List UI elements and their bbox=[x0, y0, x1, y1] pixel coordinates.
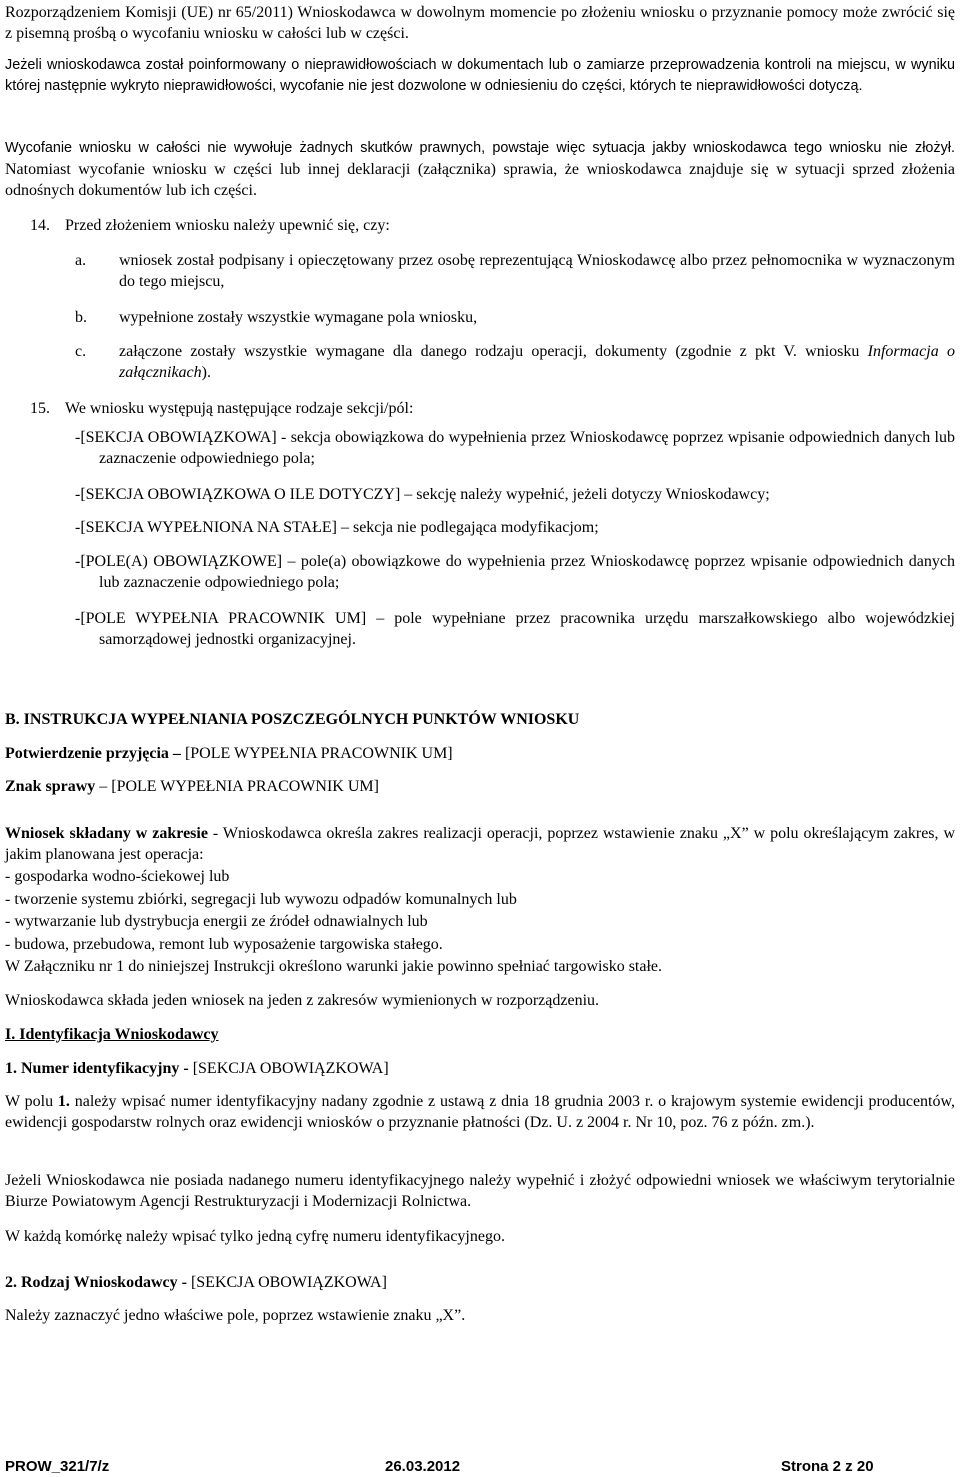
item-14 bbox=[5, 215, 955, 236]
section-type-2 bbox=[5, 484, 955, 505]
item-15 bbox=[5, 398, 955, 419]
no-id-number-instructions: Jeżeli Wnioskodawca nie posiada nadanego numeru identyfikacyjnego należy wypełnić i złożyć odpowiedni wniosek we właściwym terytorialnie Biurze Powiatowym Agencji Restrukturyzacji i Modernizacji Rolnictwa. bbox=[5, 1172, 955, 1210]
mark-one-field-note: Należy zaznaczyć jedno właściwe pole, poprzez wstawienie znaku „X”. bbox=[5, 1307, 466, 1324]
heading-id-number bbox=[5, 1058, 955, 1079]
text-part: należy wpisać numer identyfikacyjny nadany zgodnie z ustawą z dnia 18 grudnia 2003 r. o krajowym systemie ewidencji producentów, ewidencji gospodarstw rolnych oraz ewidencji wniosków o przyznanie płatności (Dz. U. z 2004 r. Nr 10, poz. 76 z późn. zm.). bbox=[5, 1093, 956, 1131]
scope-item: - budowa, przebudowa, remont lub wyposażenie targowiska stałego. bbox=[5, 935, 443, 953]
item-text-part: ). bbox=[201, 364, 211, 381]
section-type-text: -[POLE WYPEŁNIA PRACOWNIK UM] – pole wypełniane przez pracownika urzędu marszałkowskiego albo wojewódzkiej samorządowej jednostki organizacyjnej. bbox=[75, 610, 955, 648]
item-letter: a. bbox=[75, 252, 87, 269]
item-letter: c. bbox=[75, 343, 87, 360]
item-14b bbox=[5, 307, 955, 328]
paragraph-withdrawal-effects bbox=[5, 137, 955, 201]
item-number: 15. bbox=[30, 400, 50, 417]
document-code: PROW_321/7/z bbox=[5, 1458, 110, 1475]
receipt-confirmation bbox=[5, 743, 955, 764]
label-bold: Potwierdzenie przyjęcia – bbox=[5, 745, 181, 762]
label-bold: 2. Rodzaj Wnioskodawcy - bbox=[5, 1274, 187, 1291]
section-title: I. Identyfikacja Wnioskodawcy bbox=[5, 1026, 219, 1043]
label-value: - Wnioskodawca określa zakres realizacji operacji, poprzez wstawienie znaku „X” w polu określającym zakres, w jakim planowana jest operacja: bbox=[5, 825, 956, 863]
heading-part-b: B. INSTRUKCJA WYPEŁNIANIA POSZCZEGÓLNYCH PUNKTÓW WNIOSKU bbox=[5, 711, 580, 728]
label-bold: Wniosek składany w zakresie bbox=[5, 825, 208, 842]
paragraph-irregularities: Jeżeli wnioskodawca został poinformowany o nieprawidłowościach w dokumentach lub o zamiarze przeprowadzenia kontroli na miejscu, w wyniku której następnie wykryto nieprawidłowości, wycofanie nie jest dozwolone w odniesieniu do części, których te nieprawidłowości dotyczą. bbox=[5, 57, 955, 94]
section-type-text: -[POLE(A) OBOWIĄZKOWE] – pole(a) obowiązkowe do wypełnienia przez Wnioskodawcę poprzez wpisanie odpowiednich danych lub zaznaczenie odpowiedniego pola; bbox=[75, 553, 955, 591]
scope-item: - wytwarzanie lub dystrybucja energii ze źródeł odnawialnych lub bbox=[5, 913, 428, 930]
section-type-5 bbox=[5, 608, 955, 650]
section-type-text: -[SEKCJA OBOWIĄZKOWA] - sekcja obowiązkowa do wypełnienia przez Wnioskodawcę poprzez wpisanie odpowiednich danych lub zaznaczenie odpowiedniego pola; bbox=[75, 429, 955, 467]
item-text-italic: Informacja o załącznikach bbox=[119, 343, 955, 381]
scope-list bbox=[5, 866, 955, 979]
withdrawal-effects-part1: Wycofanie wniosku w całości nie wywołuje żadnych skutków prawnych, powstaje więc sytuacja jakby wnioskodawca tego wniosku nie złożył. bbox=[5, 140, 955, 156]
one-digit-note: W każdą komórkę należy wpisać tylko jedną cyfrę numeru identyfikacyjnego. bbox=[5, 1228, 505, 1245]
section-identification bbox=[5, 1024, 955, 1045]
section-type-3 bbox=[5, 517, 955, 538]
label-bold: Znak sprawy bbox=[5, 778, 96, 795]
case-number bbox=[5, 776, 955, 797]
item-14c bbox=[5, 341, 955, 383]
item-text: wniosek został podpisany i opieczętowany przez osobę reprezentującą Wnioskodawcę albo przez pełnomocnika w wyznaczonym do tego miejscu, bbox=[119, 252, 955, 290]
item-text bbox=[119, 341, 955, 383]
label-bold: 1. Numer identyfikacyjny - bbox=[5, 1060, 189, 1077]
item-text: wypełnione zostały wszystkie wymagane pola wniosku, bbox=[119, 309, 478, 326]
section-type-4 bbox=[5, 551, 955, 593]
label-value: [SEKCJA OBOWIĄZKOWA] bbox=[186, 1274, 387, 1291]
id-number-instructions bbox=[5, 1091, 955, 1133]
item-text: We wniosku występują następujące rodzaje sekcji/pól: bbox=[65, 400, 414, 417]
paragraph-withdrawal: Rozporządzeniem Komisji (UE) nr 65/2011) Wnioskodawca w dowolnym momencie po złożeniu wniosku o przyznanie pomocy może zwrócić się z pisemną prośbą o wycofaniu wniosku w całości lub w części. bbox=[5, 4, 955, 42]
label-value: [SEKCJA OBOWIĄZKOWA] bbox=[188, 1060, 389, 1077]
document-date: 26.03.2012 bbox=[385, 1458, 461, 1475]
one-application-note: Wnioskodawca składa jeden wniosek na jeden z zakresów wymienionych w rozporządzeniu. bbox=[5, 992, 600, 1009]
section-type-1 bbox=[5, 427, 955, 469]
item-text-part: załączone zostały wszystkie wymagane dla danego rodzaju operacji, dokumenty (zgodnie z pkt V. wniosku bbox=[119, 343, 868, 360]
page-number: Strona 2 z 20 bbox=[781, 1458, 874, 1475]
label-value: – [POLE WYPEŁNIA PRACOWNIK UM] bbox=[95, 778, 379, 795]
section-type-text: -[SEKCJA OBOWIĄZKOWA O ILE DOTYCZY] – sekcję należy wypełnić, jeżeli dotyczy Wnioskodawcy; bbox=[75, 486, 770, 503]
item-number: 14. bbox=[30, 217, 50, 234]
heading-applicant-type bbox=[5, 1272, 955, 1293]
scope-item: - gospodarka wodno-ściekowej lub bbox=[5, 868, 230, 885]
withdrawal-effects-part2: Natomiast wycofanie wniosku w części lub innej deklaracji (załącznika) sprawia, że wnioskodawca znajduje się w sytuacji sprzed złożenia odnośnych dokumentów lub ich części. bbox=[5, 161, 955, 199]
item-14a bbox=[5, 250, 955, 292]
item-letter: b. bbox=[75, 309, 87, 326]
label-value: [POLE WYPEŁNIA PRACOWNIK UM] bbox=[180, 745, 453, 762]
text-bold: 1. bbox=[57, 1093, 70, 1110]
application-scope bbox=[5, 823, 955, 865]
item-text: Przed złożeniem wniosku należy upewnić się, czy: bbox=[65, 217, 390, 234]
section-type-text: -[SEKCJA WYPEŁNIONA NA STAŁE] – sekcja nie podlegająca modyfikacjom; bbox=[75, 519, 599, 536]
attachment-note: W Załączniku nr 1 do niniejszej Instrukcji określono warunki jakie powinno spełniać targowisko stałe. bbox=[5, 958, 663, 975]
text-part: W polu bbox=[5, 1093, 58, 1110]
scope-item: - tworzenie systemu zbiórki, segregacji lub wywozu odpadów komunalnych lub bbox=[5, 890, 517, 908]
